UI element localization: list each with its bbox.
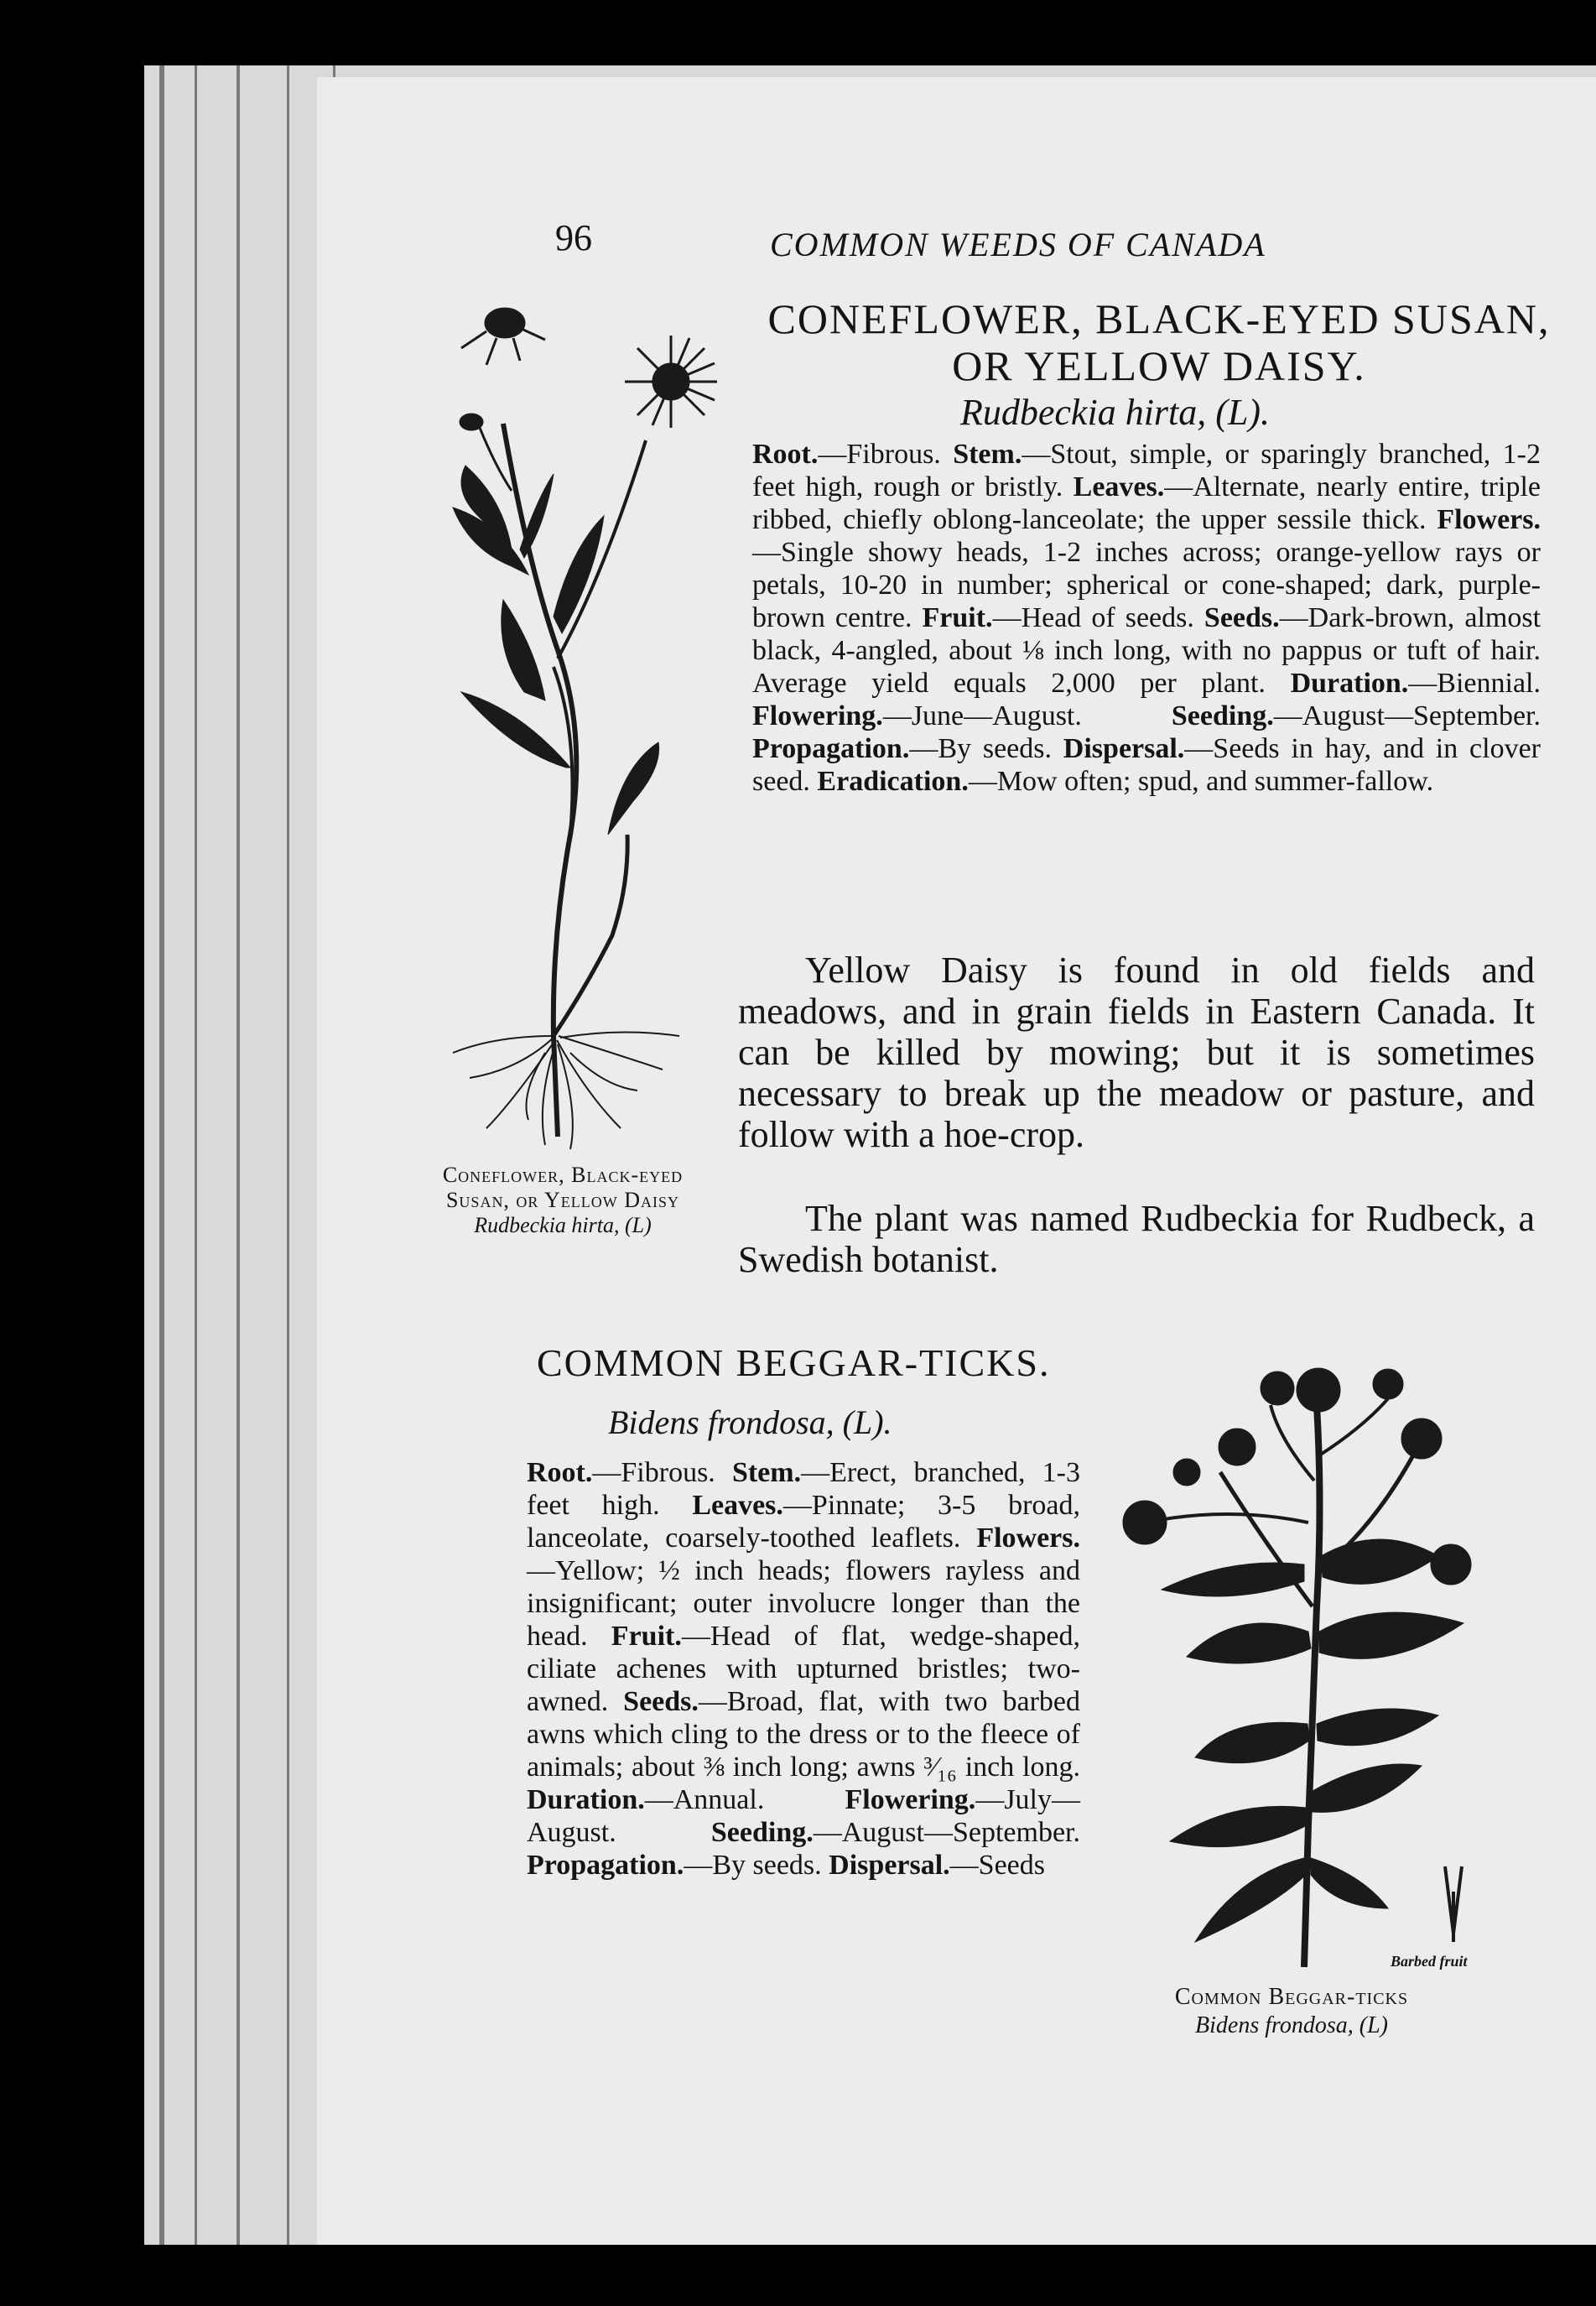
page-edge bbox=[237, 65, 240, 2245]
field-text: —Yellow; ½ inch heads; flowers rayless and insignificant; outer involucre longer than the head. bbox=[527, 1555, 1080, 1652]
field-label: Leaves. bbox=[692, 1490, 783, 1521]
coneflower-title: CONEFLOWER, BLACK-EYED SUSAN, OR YELLOW DAISY. bbox=[767, 295, 1551, 389]
field-label: Seeding. bbox=[710, 1817, 814, 1848]
coneflower-description bbox=[752, 438, 1541, 798]
field-text: —Single showy heads, 1-2 inches across; orange-yellow rays or petals, 10-20 in number; spherical or cone-shaped; dark, purple-brown centre. bbox=[752, 537, 1541, 633]
field-label: Fruit. bbox=[922, 602, 993, 633]
beggar-ticks-caption bbox=[1124, 1983, 1459, 2040]
field-text: —Mow often; spud, and summer-fallow. bbox=[968, 766, 1434, 797]
page-edge bbox=[195, 65, 197, 2245]
field-text: —June—August. bbox=[882, 700, 1172, 731]
beggar-ticks-title: COMMON BEGGAR-TICKS. bbox=[537, 1341, 1051, 1384]
field-label: Flowers. bbox=[976, 1523, 1080, 1554]
field-label: Flowering. bbox=[845, 1784, 976, 1815]
field-text: —By seeds. bbox=[684, 1850, 829, 1881]
field-label: Root. bbox=[527, 1457, 593, 1488]
field-label: Fruit. bbox=[611, 1621, 682, 1652]
beggar-ticks-caption-line-1: Common Beggar-ticks bbox=[1174, 1984, 1409, 2010]
field-label: Stem. bbox=[953, 439, 1022, 470]
coneflower-caption-scientific: Rudbeckia hirta, (L) bbox=[474, 1213, 652, 1237]
page-number: 96 bbox=[555, 217, 592, 258]
page-edge bbox=[159, 65, 164, 2245]
beggar-ticks-description bbox=[527, 1456, 1080, 1882]
beggar-ticks-scientific-name: Bidens frondosa, (L). bbox=[608, 1403, 892, 1441]
beggar-ticks-caption-scientific: Bidens frondosa, (L) bbox=[1195, 2012, 1388, 2038]
field-text: —August—September. bbox=[1273, 700, 1541, 731]
field-text: —July—August. bbox=[527, 1784, 1080, 1848]
beggar-ticks-illustration bbox=[1103, 1355, 1497, 1975]
field-text: —Head of flat, wedge-shaped, ciliate achenes with upturned bristles; two-awned. bbox=[527, 1621, 1080, 1717]
field-label: Stem. bbox=[731, 1457, 802, 1488]
field-label: Seeds. bbox=[623, 1686, 699, 1717]
barbed-fruit-label: Barbed fruit bbox=[1391, 1953, 1468, 1970]
field-label: Leaves. bbox=[1073, 471, 1165, 502]
field-text: —Fibrous. bbox=[592, 1457, 732, 1488]
field-text: —Stout, simple, or sparingly branched, 1-2 feet high, rough or bristly. bbox=[752, 439, 1541, 502]
field-text: —By seeds. bbox=[909, 733, 1063, 764]
coneflower-caption-line-2: Susan, or Yellow Daisy bbox=[445, 1188, 680, 1212]
coneflower-caption-line-1: Coneflower, Black-eyed bbox=[442, 1163, 684, 1187]
field-label: Eradication. bbox=[817, 766, 969, 797]
field-text: —Biennial. bbox=[1408, 668, 1541, 699]
coneflower-paragraph-1: Yellow Daisy is found in old fields and meadows, and in grain fields in Eastern Canada. It can be killed by mowing; but it is sometimes necessary to break up the meadow or pasture, and follow with a hoe-crop. bbox=[738, 950, 1535, 1155]
coneflower-scientific-name: Rudbeckia hirta, (L). bbox=[960, 392, 1271, 433]
field-label: Duration. bbox=[527, 1784, 645, 1815]
field-text: —Erect, branched, 1-3 feet high. bbox=[527, 1457, 1080, 1521]
field-label: Propagation. bbox=[752, 733, 910, 764]
coneflower-caption bbox=[387, 1163, 738, 1238]
field-text: —August—September. bbox=[813, 1817, 1080, 1848]
field-text: —Seeds in hay, and in clover seed. bbox=[752, 733, 1541, 797]
field-label: Seeds. bbox=[1203, 602, 1280, 633]
field-label: Root. bbox=[752, 439, 819, 470]
field-text: —Pinnate; 3-5 broad, lanceolate, coarsely-toothed leaflets. bbox=[527, 1490, 1080, 1554]
field-label: Flowers. bbox=[1437, 504, 1541, 535]
field-label: Propagation. bbox=[527, 1850, 684, 1881]
field-text: —Alternate, nearly entire, triple ribbed, chiefly oblong-lanceolate; the upper sessile thick. bbox=[752, 471, 1541, 535]
field-label: Dispersal. bbox=[829, 1850, 950, 1881]
coneflower-illustration bbox=[419, 298, 738, 1153]
coneflower-paragraph-2: The plant was named Rudbeckia for Rudbeck, a Swedish botanist. bbox=[738, 1198, 1535, 1280]
field-text: —Fibrous. bbox=[818, 439, 954, 470]
field-text: —Dark-brown, almost black, 4-angled, about ⅛ inch long, with no pappus or tuft of hair. Average yield equals 2,000 per plant. bbox=[752, 602, 1541, 699]
field-label: Seeding. bbox=[1171, 700, 1274, 731]
field-text: —Broad, flat, with two barbed awns which cling to the dress or to the fleece of animals; about ⅜ inch long; awns ³⁄₁₆ inch long. bbox=[527, 1686, 1080, 1783]
field-text: —Seeds bbox=[949, 1850, 1045, 1881]
field-label: Flowering. bbox=[752, 700, 883, 731]
field-text: —Head of seeds. bbox=[992, 602, 1204, 633]
field-label: Duration. bbox=[1290, 668, 1409, 699]
running-title: COMMON WEEDS OF CANADA bbox=[770, 226, 1266, 263]
field-label: Dispersal. bbox=[1063, 733, 1185, 764]
field-text: —Annual. bbox=[644, 1784, 845, 1815]
page-edge bbox=[287, 65, 289, 2245]
